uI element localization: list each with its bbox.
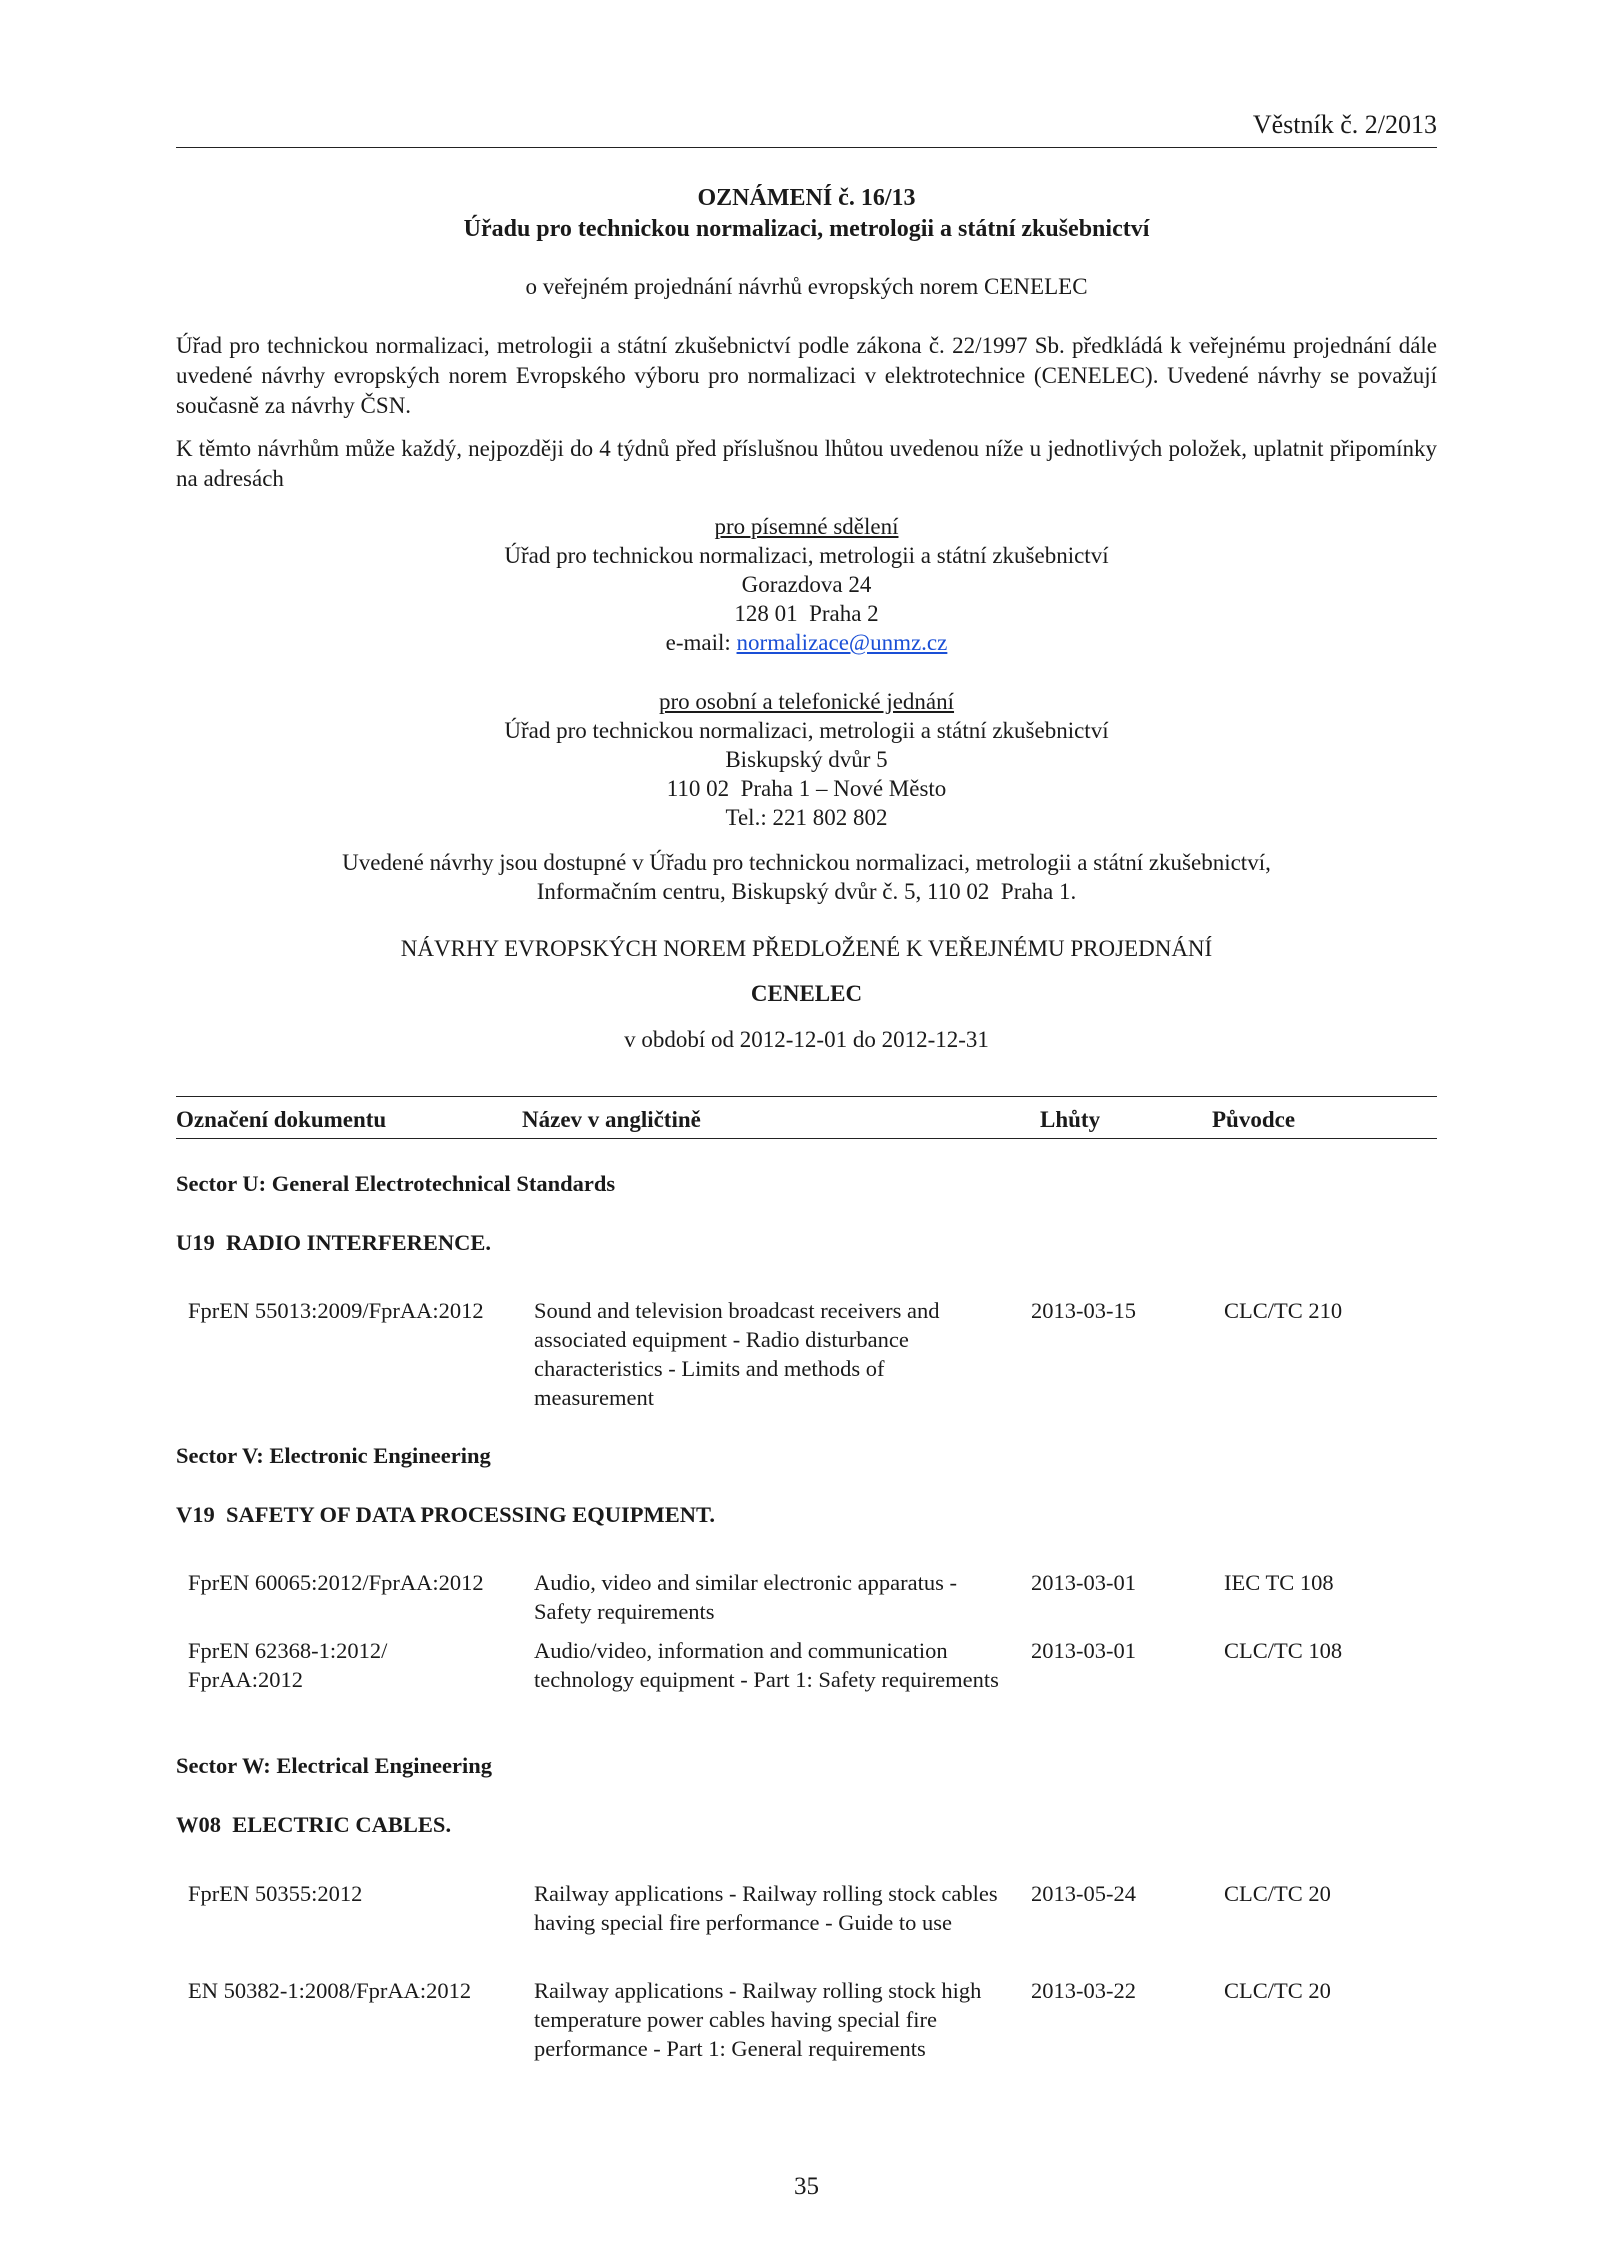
sector-v-title: Sector V: Electronic Engineering bbox=[176, 1443, 491, 1468]
col-header-id: Označení dokumentu bbox=[176, 1107, 387, 1132]
section-heading: NÁVRHY EVROPSKÝCH NOREM PŘEDLOŽENÉ K VEŘEJNÉMU PROJEDNÁNÍ bbox=[400, 936, 1213, 961]
doc-name: Railway applications - Railway rolling stock high temperature power cables having special fire performance - Part 1: General requirements bbox=[534, 1978, 982, 2061]
col-header-name: Název v angličtině bbox=[522, 1107, 701, 1132]
col-header-deadline: Lhůty bbox=[1040, 1107, 1101, 1132]
availability-note bbox=[176, 848, 1437, 906]
doc-origin: CLC/TC 108 bbox=[1224, 1638, 1343, 1663]
availability-line-2: Informačním centru, Biskupský dvůr č. 5, 110 02 Praha 1. bbox=[536, 879, 1077, 904]
written-email-line bbox=[176, 628, 1437, 657]
announcement-subject: o veřejném projednání návrhů evropských norem CENELEC bbox=[525, 274, 1088, 299]
doc-name: Audio/video, information and communication technology equipment - Part 1: Safety requirements bbox=[534, 1638, 999, 1692]
sector-u-title: Sector U: General Electrotechnical Standards bbox=[176, 1171, 616, 1196]
sector-w-group: W08 ELECTRIC CABLES. bbox=[176, 1812, 452, 1837]
sector-u-group: U19 RADIO INTERFERENCE. bbox=[176, 1230, 492, 1255]
doc-origin: CLC/TC 20 bbox=[1224, 1881, 1331, 1906]
doc-id: FprEN 55013:2009/FprAA:2012 bbox=[188, 1298, 484, 1323]
comments-paragraph: K těmto návrhům může každý, nejpozději do 4 týdnů před příslušnou lhůtou uvedenou níže u jednotlivých položek, uplatnit připomínky na adresách bbox=[176, 436, 1437, 491]
intro-paragraph: Úřad pro technickou normalizaci, metrologii a státní zkušebnictví podle zákona č. 22/1997 Sb. předkládá k veřejnému projednání dále uvedené návrhy evropských norem Evropského výboru pro normalizaci v elektrotechnice (CENELEC). Uvedené návrhy se považují současně za návrhy ČSN. bbox=[176, 333, 1437, 418]
availability-line-1: Uvedené návrhy jsou dostupné v Úřadu pro technickou normalizaci, metrologii a státní zkušebnictví, bbox=[342, 850, 1271, 875]
section-org: CENELEC bbox=[750, 981, 863, 1006]
personal-street: Biskupský dvůr 5 bbox=[725, 747, 888, 772]
doc-deadline: 2013-03-15 bbox=[1031, 1298, 1136, 1323]
personal-org: Úřad pro technickou normalizaci, metrologii a státní zkušebnictví bbox=[504, 718, 1109, 743]
personal-address-block bbox=[176, 687, 1437, 832]
journal-header: Věstník č. 2/2013 bbox=[1252, 110, 1437, 139]
email-label: e-mail: bbox=[665, 630, 737, 655]
page-number: 35 bbox=[794, 2173, 819, 2200]
sector-v-group: V19 SAFETY OF DATA PROCESSING EQUIPMENT. bbox=[176, 1502, 716, 1527]
personal-heading: pro osobní a telefonické jednání bbox=[658, 689, 955, 714]
written-address-block bbox=[176, 512, 1437, 657]
doc-deadline: 2013-03-01 bbox=[1031, 1570, 1136, 1595]
written-heading: pro písemné sdělení bbox=[714, 514, 899, 539]
doc-id: FprEN 60065:2012/FprAA:2012 bbox=[188, 1570, 484, 1595]
doc-id: FprEN 50355:2012 bbox=[188, 1881, 363, 1906]
doc-id: EN 50382-1:2008/FprAA:2012 bbox=[188, 1978, 472, 2003]
email-link[interactable]: normalizace@unmz.cz bbox=[736, 630, 948, 655]
col-header-origin: Původce bbox=[1212, 1107, 1296, 1132]
doc-id: FprEN 62368-1:2012/ FprAA:2012 bbox=[188, 1638, 388, 1692]
announcement-authority: Úřadu pro technickou normalizaci, metrologii a státní zkušebnictví bbox=[463, 216, 1150, 242]
doc-name: Railway applications - Railway rolling stock cables having special fire performance - Guide to use bbox=[534, 1881, 998, 1935]
doc-name: Sound and television broadcast receivers and associated equipment - Radio disturbance characteristics - Limits and methods of measurement bbox=[534, 1298, 940, 1410]
doc-origin: CLC/TC 210 bbox=[1224, 1298, 1343, 1323]
announcement-title: OZNÁMENÍ č. 16/13 bbox=[697, 185, 916, 211]
doc-deadline: 2013-03-22 bbox=[1031, 1978, 1136, 2003]
doc-origin: CLC/TC 20 bbox=[1224, 1978, 1331, 2003]
written-street: Gorazdova 24 bbox=[741, 572, 872, 597]
header-rule bbox=[176, 147, 1437, 148]
personal-city: 110 02 Praha 1 – Nové Město bbox=[666, 776, 947, 801]
doc-origin: IEC TC 108 bbox=[1224, 1570, 1334, 1595]
personal-phone: Tel.: 221 802 802 bbox=[725, 805, 888, 830]
table-top-rule bbox=[176, 1096, 1437, 1097]
table-header-rule bbox=[176, 1138, 1437, 1139]
doc-name: Audio, video and similar electronic apparatus - Safety requirements bbox=[534, 1570, 957, 1624]
section-period: v období od 2012-12-01 do 2012-12-31 bbox=[624, 1027, 989, 1052]
sector-w-title: Sector W: Electrical Engineering bbox=[176, 1753, 492, 1778]
doc-deadline: 2013-05-24 bbox=[1031, 1881, 1136, 1906]
doc-deadline: 2013-03-01 bbox=[1031, 1638, 1136, 1663]
written-city: 128 01 Praha 2 bbox=[734, 601, 879, 626]
written-org: Úřad pro technickou normalizaci, metrologii a státní zkušebnictví bbox=[504, 543, 1109, 568]
